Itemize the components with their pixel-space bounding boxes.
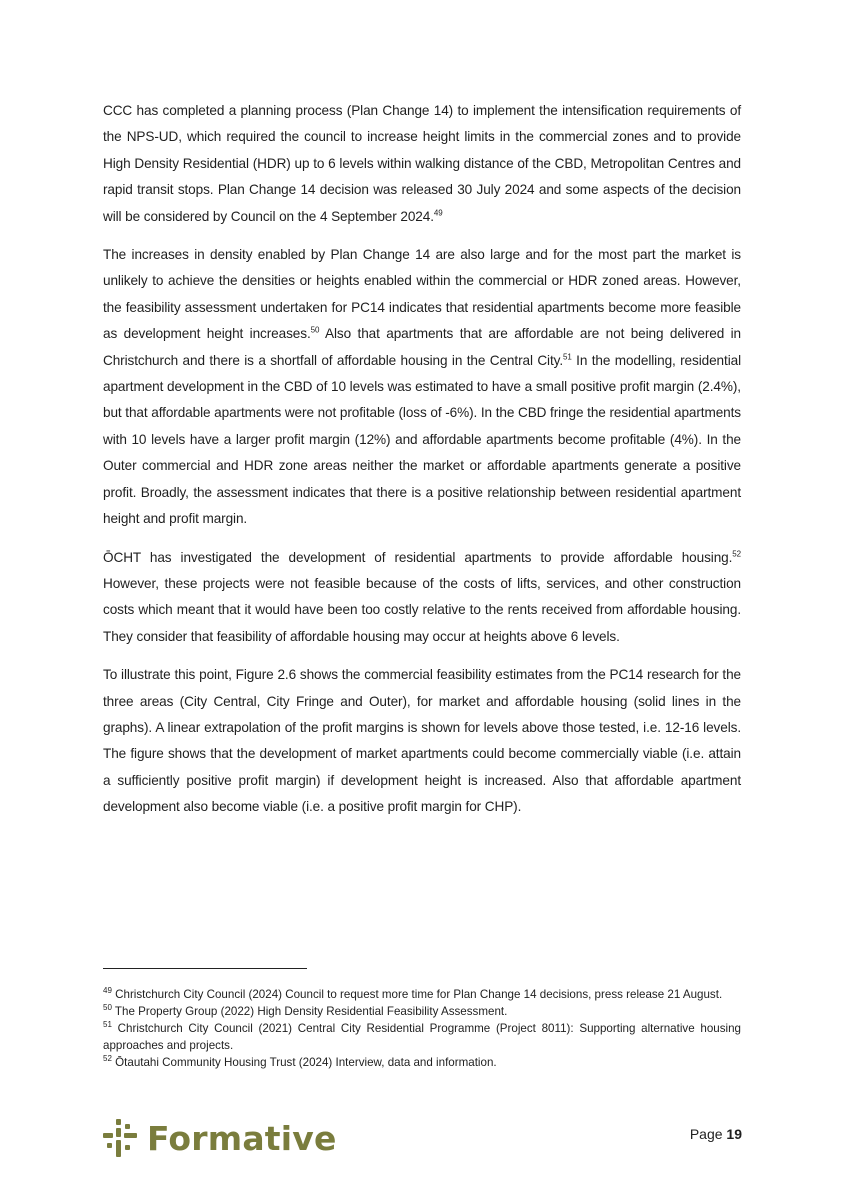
footnotes (103, 986, 741, 1071)
paragraph-plan-change-14 (103, 98, 741, 230)
paragraph-text: To illustrate this point, Figure 2.6 shows the commercial feasibility estimates from the PC14 research for the three areas (City Central, City Fringe and Outer), for market and affordable housing (solid lines in the graphs). A linear extrapolation of the profit margins is shown for levels above those tested, i.e. 12-16 levels. The figure shows that the development of market apartments could become commercially viable (i.e. attain a sufficiently positive profit margin) if development height is increased. Also that affordable apartment development also become viable (i.e. a positive profit margin for CHP). (103, 667, 741, 815)
paragraph-text: Also that apartments that are affordable are not being delivered in Christchurch and there is a shortfall of affordable housing in the Central City. (103, 326, 742, 368)
paragraph-text: CCC has completed a planning process (Plan Change 14) to implement the intensification requirements of the NPS-UD, which required the council to increase height limits in the commercial zones and to provide High Density Residential (HDR) up to 6 levels within walking distance of the CBD, Metropolitan Centres and rapid transit stops. Plan Change 14 decision was released 30 July 2024 and some aspects of the decision will be considered by Council on the 4 September 2024. (103, 103, 741, 224)
paragraph-density-feasibility (103, 242, 741, 532)
formative-logo-icon (103, 1119, 137, 1157)
page-number: Page 19 (689, 1126, 742, 1142)
paragraph-text: However, these projects were not feasible because of the costs of lifts, services, and other construction costs which meant that it would have been too costly relative to the rents received from affordable housing. They consider that feasibility of affordable housing may occur at heights above 6 levels. (103, 575, 741, 644)
paragraph-figure-illustration (103, 662, 741, 820)
logo-wordmark: Formative (147, 1118, 337, 1158)
paragraph-text: ŌCHT has investigated the development of residential apartments to provide affordable housing. (103, 549, 733, 565)
footnote-reference: 49 (433, 208, 443, 218)
paragraph-text: The increases in density enabled by Plan Change 14 are also large and for the most part the market is unlikely to achieve the densities or heights enabled within the commercial or HDR zoned areas. However, the feasibility assessment undertaken for PC14 indicates that residential apartments become more feasible as development height increases. (103, 247, 741, 342)
footnote-reference: 51 (563, 352, 572, 362)
paragraph-ocht-investigation (103, 545, 741, 651)
footnote-50: $^{50}$ The Property Group (2022) High Density Residential Feasibility Assessment. (103, 1003, 508, 1018)
footnote-reference: 50 (310, 325, 320, 335)
footnote-divider (103, 968, 307, 969)
footnote-reference: 52 (732, 548, 741, 558)
footnote-51: $^{51}$ Christchurch City Council (2021) Central City Residential Programme (Project 8011): Supporting alternative housing approaches and projects. (103, 1020, 741, 1052)
footnote-52: $^{52}$ Ōtautahi Community Housing Trust (2024) Interview, data and information. (103, 1054, 497, 1069)
formative-logo (103, 1118, 337, 1158)
paragraph-text: In the modelling, residential apartment development in the CBD of 10 levels was estimated to have a small positive profit margin (2.4%), but that affordable apartments were not profitable (loss of -6%). In the CBD fringe the residential apartments with 10 levels have a larger profit margin (12%) and affordable apartments become profitable (4%). In the Outer commercial and HDR zone areas neither the market or affordable apartments generate a positive profit. Broadly, the assessment indicates that there is a positive relationship between residential apartment height and profit margin. (103, 352, 741, 527)
footnote-49: $^{49}$ Christchurch City Council (2024) Council to request more time for Plan Change 14 decisions, press release 21 August. (103, 986, 723, 1001)
body-text (103, 98, 741, 833)
